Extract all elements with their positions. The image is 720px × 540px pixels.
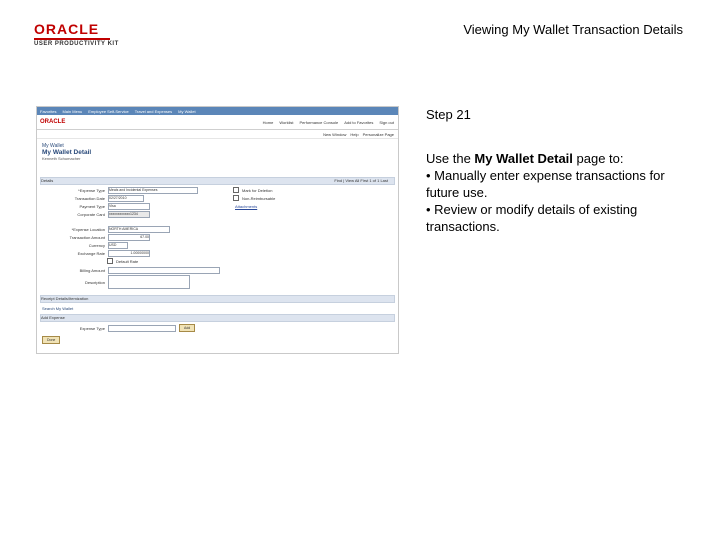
label-transaction-date: Transaction Date [74, 196, 105, 201]
field-card-number[interactable]: xxxxxxxxxxxx1234 [108, 211, 150, 218]
row-payment-type [47, 203, 150, 210]
link-sign-out[interactable]: Sign out [379, 120, 394, 125]
document-title: Viewing My Wallet Transaction Details [463, 22, 683, 37]
add-expense-band [40, 314, 395, 322]
step-label: Step 21 [426, 107, 471, 122]
attachments-link[interactable]: Attachments [235, 204, 258, 209]
label-mark-deletion: Mark for Deletion [242, 187, 273, 193]
select-add-expense-type[interactable] [108, 325, 176, 332]
label-card-number: Corporate Card [77, 212, 105, 217]
row-billing [47, 267, 220, 274]
add-button[interactable]: Add [179, 324, 195, 332]
link-help[interactable]: Help [350, 131, 359, 137]
label-default-rate: Default Rate [116, 258, 139, 264]
row-currency [47, 242, 128, 249]
row-description [47, 275, 190, 289]
field-billing[interactable] [108, 267, 220, 274]
label-currency: Currency [88, 243, 105, 248]
link-performance-console[interactable]: Performance Console [299, 120, 339, 125]
field-description[interactable] [108, 275, 190, 289]
brand-bar [37, 115, 398, 130]
nav-item-my-wallet[interactable]: My Wallet [178, 108, 196, 114]
field-expense-location[interactable]: NORTH AMERICA [108, 226, 170, 233]
row-expense-location [47, 226, 170, 233]
page-links-bar [37, 130, 398, 139]
logo-subtitle: USER PRODUCTIVITY KIT [34, 41, 119, 47]
row-mark-delete [233, 187, 272, 193]
row-add-expense [47, 324, 195, 332]
page-title: My Wallet Detail [42, 149, 92, 156]
row-exchange-rate [47, 250, 150, 257]
logo-rule [34, 38, 110, 40]
application-screenshot [36, 106, 399, 354]
nav-item-employee-self-service[interactable]: Employee Self-Service [88, 108, 129, 114]
intro-post: page to: [572, 151, 624, 166]
link-add-to-favorites[interactable]: Add to Favorites [344, 120, 374, 125]
link-worklist[interactable]: Worklist [279, 120, 294, 125]
row-card-number [47, 211, 150, 218]
nav-item-main-menu[interactable]: Main Menu [62, 108, 83, 114]
row-transaction-date [47, 195, 144, 202]
intro-bold: My Wallet Detail [474, 151, 573, 166]
nav-item-favorites[interactable]: Favorites [40, 108, 57, 114]
link-home[interactable]: Home [262, 120, 274, 125]
page-title-small: My Wallet [42, 143, 64, 149]
label-add-expense-type: Expense Type [79, 325, 105, 331]
employee-name: Kenneth Schumacher [42, 156, 81, 161]
label-description: Description [84, 279, 105, 285]
details-band [40, 177, 395, 185]
page-title-block [37, 139, 398, 156]
label-non-reimbursable: Non-Reimbursable [242, 195, 276, 201]
label-exchange-rate: Exchange Rate [77, 251, 105, 256]
bullet-manual-entry: • Manually enter expense transactions for future use. [426, 168, 665, 200]
checkbox-non-reimbursable[interactable] [233, 195, 239, 201]
label-payment-type: Payment Type [79, 204, 105, 209]
field-currency[interactable]: USD [108, 242, 128, 249]
row-attachments [235, 204, 257, 209]
brand-logo: ORACLE [40, 119, 66, 125]
row-non-reimb [233, 195, 275, 201]
field-exchange-rate[interactable]: 1.00000000 [108, 250, 150, 257]
select-payment-type[interactable]: Visa [108, 203, 150, 210]
oracle-upk-logo [34, 22, 124, 47]
link-new-window[interactable]: New Window [323, 131, 347, 137]
bullet-review-modify: • Review or modify details of existing transactions. [426, 202, 638, 234]
label-expense-location: *Expense Location [71, 227, 105, 232]
receipt-details-label: Receipt Details/Itemization [41, 296, 89, 301]
add-expense-label: Add Expense [41, 315, 65, 320]
search-my-wallet-label: Search My Wallet [42, 306, 74, 311]
row-transaction-amount [47, 234, 150, 241]
field-transaction-amount[interactable]: 67.00 [108, 234, 150, 241]
top-links [263, 120, 394, 125]
checkbox-default-rate[interactable] [107, 258, 113, 264]
nav-item-travel-expenses[interactable]: Travel and Expenses [134, 108, 173, 114]
row-expense-type [47, 187, 198, 194]
intro-pre: Use the [426, 151, 475, 166]
link-personalize-page[interactable]: Personalize Page [362, 131, 394, 137]
done-button[interactable]: Done [42, 336, 60, 344]
checkbox-mark-deletion[interactable] [233, 187, 239, 193]
row-done [42, 336, 60, 344]
label-billing: Billing Amount [79, 268, 105, 273]
logo-word: ORACLE [34, 21, 100, 37]
intro-text [426, 151, 624, 166]
label-transaction-amount: Transaction Amount [69, 235, 105, 240]
field-transaction-date[interactable]: 02/27/2010 [108, 195, 144, 202]
details-band-nav[interactable]: Find | View All First 1 of 1 Last [334, 178, 388, 183]
row-default-rate [107, 258, 138, 264]
select-expense-type[interactable]: Meals and Incidental Expenses [108, 187, 198, 194]
step-description [426, 150, 696, 235]
receipt-details-band[interactable] [40, 295, 395, 303]
label-expense-type: *Expense Type [78, 188, 105, 193]
nav-breadcrumb-bar [37, 107, 398, 115]
details-band-label: Details [41, 178, 54, 183]
